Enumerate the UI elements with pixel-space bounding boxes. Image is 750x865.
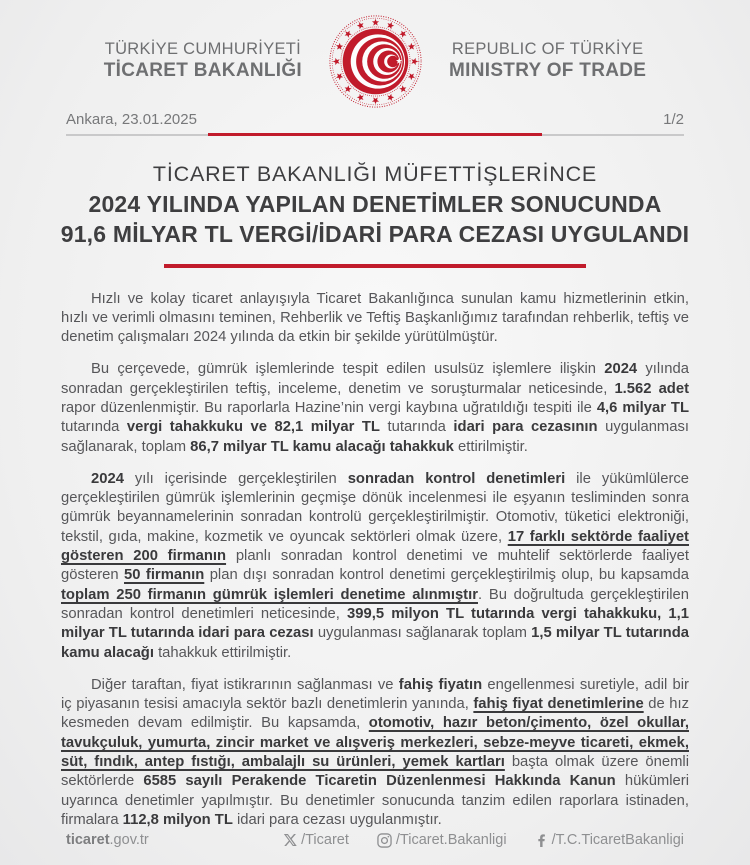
x-social-link[interactable] [283,832,349,848]
paragraph-post-control: 2024 yılı içerisinde gerçekleştirilen sonradan kontrol denetimleri ile yükümlülerce gerçekleştirilen gümrük işlemlerinin geçmişe dönük incelenmesi ile eşyanın tesliminden sonra gümrük beyannamelerinin sonradan kontrolü gerçekleştirilmiştir. Otomotiv, tüketici elektroniği, tekstil, gıda, makine, kozmetik ve oyuncak sektörleri olmak üzere, 17 farklı sektörde faaliyet gösteren 200 firmanın planlı sonradan kontrol denetimi ve muhtelif sektörlerde faaliyet gösteren 50 firmanın plan dışı sonradan kontrol denetimi gerçekleştirilmiş olup, bu kapsamda toplam 250 firmanın gümrük işlemleri denetime alınmıştır. Bu doğrultuda gerçekleştirilen sonradan kontrol denetimleri neticesinde, 399,5 milyon TL tutarında vergi tahakkuku, 1,1 milyar TL tutarında idari para cezası uygulanması sağlanarak toplam 1,5 milyar TL tutarında kamu alacağı tahakkuk ettirilmiştir. [61,470,690,661]
facebook-icon [535,833,548,848]
dateline: Ankara, 23.01.2025 [66,111,197,128]
facebook-handle: /T.C.TicaretBakanligi [551,832,684,848]
paragraph-price-inspections: Diğer taraftan, fiyat istikrarının sağlanması ve fahiş fiyatın engellenmesi suretiyle, adil bir iç piyasanın tesisi amacıyla sektör bazlı denetimlerin yanında, fahiş fiyat denetimlerine de hız kesmeden devam edilmiştir. Bu kapsamda, otomotiv, hazır beton/çimento, özel okullar, tavukçuluk, yumurta, zincir market ve alışveriş merkezleri, sebze-meyve ticareti, ekmek, süt, fındık, antep fıstığı, ambalajlı su ürünleri, yemek kartları başta olmak üzere önemli sektörlerde 6585 sayılı Perakende Ticaretin Düzenlenmesi Hakkında Kanun hükümleri uyarınca denetimler yapılmıştır. Bu denetimler sonucunda tanzim edilen raporlara istinaden, firmalara 112,8 milyon TL idari para cezası uygulanmıştır. [61,676,689,828]
title-divider [164,264,586,268]
instagram-icon [377,833,392,848]
header-rule [66,133,684,136]
header-title-english [449,39,646,82]
header-ministry-en: MINISTRY OF TRADE [449,60,647,82]
social-links [283,832,684,848]
header-country-en: REPUBLIC OF TÜRKİYE [451,40,644,59]
rule-red-center [208,133,542,136]
rule-gray-left [66,134,208,136]
title-line-1: TİCARET BAKANLIĞI MÜFETTİŞLERİNCE [152,162,598,186]
paragraph-intro: Hızlı ve kolay ticaret anlayışıyla Ticaret Bakanlığınca sunulan kamu hizmetlerinin etkin, hızlı ve verimli olmasını teminen, Rehberlik ve Teftiş Başkanlığımız tarafından rehberlik, teftiş ve denetim çalışmaları 2024 yılında da etkin bir şekilde yürütülmüştür. [61,290,689,346]
website-rest-part: .gov.tr [109,832,149,848]
x-icon [283,833,297,847]
page-title [30,160,720,249]
website-link[interactable] [66,832,149,848]
website-bold-part: ticaret [66,832,110,848]
paragraph-customs-audits: Bu çerçevede, gümrük işlemlerinde tespit edilen usulsüz işlemlere ilişkin 2024 yılında sonradan gerçekleştirilen teftiş, inceleme, denetim ve soruşturmalar neticesinde, 1.562 adet rapor düzenlenmiştir. Bu raporlarla Hazine’nin vergi kaybına uğratıldığı tespiti ile 4,6 milyar TL tutarında vergi tahakkuku ve 82,1 milyar TL tutarında idari para cezasının uygulanması sağlanarak, toplam 86,7 milyar TL kamu alacağı tahakkuk ettirilmiştir. [61,361,689,455]
instagram-social-link[interactable] [377,832,507,848]
header-title-turkish [104,39,302,82]
press-release-body [61,290,689,831]
title-line-2: 2024 YILINDA YAPILAN DENETİMLER SONUCUNDA [88,191,662,217]
header-country-tr: TÜRKİYE CUMHURİYETİ [104,40,302,59]
x-handle: /Ticaret [301,832,349,848]
footer [0,832,750,865]
rule-gray-right [542,134,684,136]
header [0,13,750,109]
header-ministry-tr: TİCARET BAKANLIĞI [103,60,303,82]
page-indicator: 1/2 [663,111,684,128]
meta-row [66,111,684,128]
facebook-social-link[interactable] [535,832,684,848]
title-line-3: 91,6 MİLYAR TL VERGİ/İDARİ PARA CEZASI UYGULANDI [60,221,690,247]
ministry-of-trade-emblem-icon [328,14,423,109]
instagram-handle: /Ticaret.Bakanligi [395,832,507,848]
